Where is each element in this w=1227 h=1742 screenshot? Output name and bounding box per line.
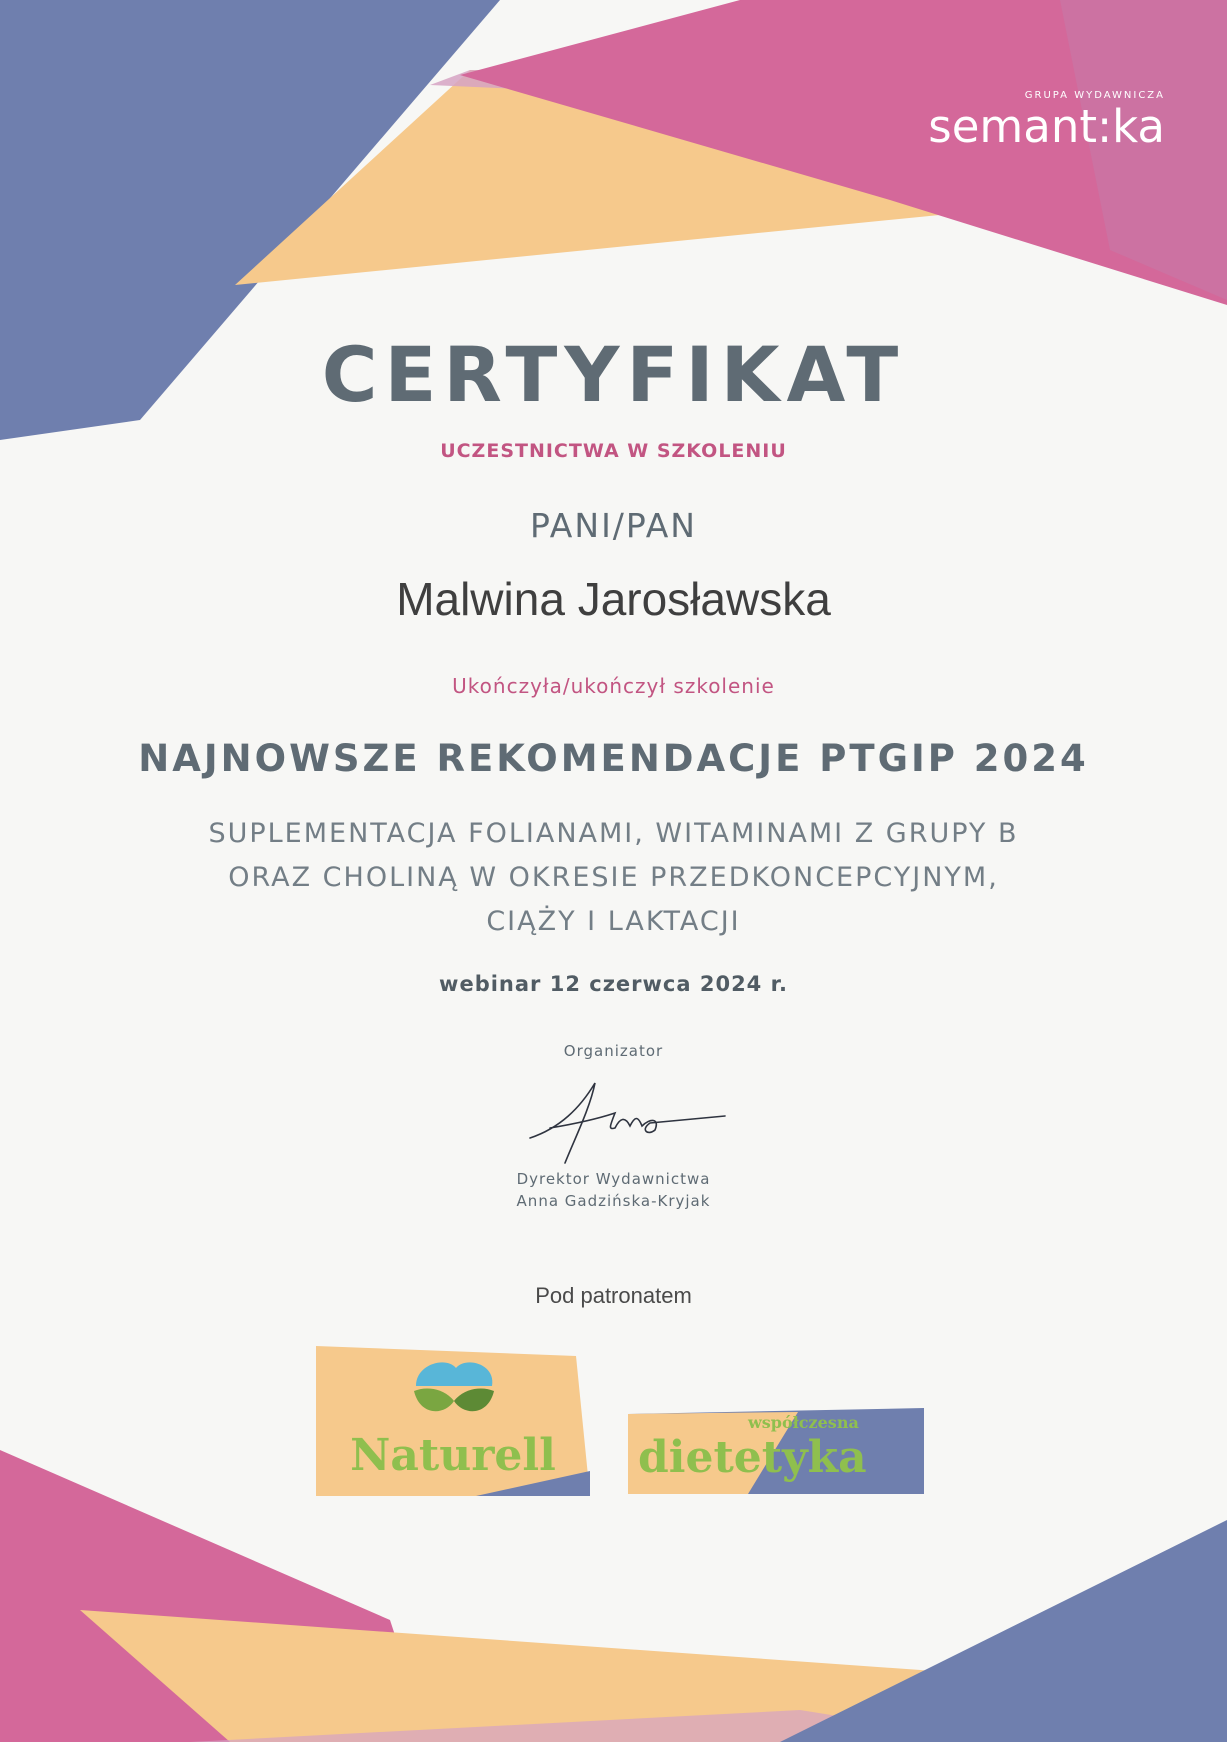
director-title: Dyrektor Wydawnictwa	[516, 1170, 711, 1188]
semantika-logo-group-label: GRUPA WYDAWNICZA	[1024, 90, 1165, 101]
course-description-line: ORAZ CHOLINĄ W OKRESIE PRZEDKONCEPCYJNYM,	[228, 862, 999, 893]
naturell-logo-text: Naturell	[350, 1430, 556, 1481]
director-block	[0, 1168, 1227, 1212]
salutation: PANI/PAN	[530, 506, 697, 545]
dietetyka-logo-big-text: dietetyka	[638, 1432, 867, 1483]
certificate-title: CERTYFIKAT	[321, 330, 906, 419]
course-title: NAJNOWSZE REKOMENDACJE PTGIP 2024	[138, 737, 1089, 780]
dietetyka-logo-small-text: współczesna	[748, 1413, 859, 1432]
patronage-label: Pod patronatem	[535, 1283, 692, 1308]
director-name: Anna Gadzińska-Kryjak	[516, 1192, 711, 1210]
semantika-logo	[928, 90, 1165, 151]
naturell-logo	[316, 1346, 590, 1496]
course-description	[0, 812, 1227, 944]
semantika-logo-name: semant:ka	[928, 100, 1165, 153]
certificate-subtitle: UCZESTNICTWA W SZKOLENIU	[440, 440, 787, 462]
signature-image	[520, 1068, 730, 1178]
course-description-line: SUPLEMENTACJA FOLIANAMI, WITAMINAMI Z GRUPY B	[208, 818, 1019, 849]
completed-text: Ukończyła/ukończył szkolenie	[452, 674, 775, 698]
recipient-name: Malwina Jarosławska	[396, 573, 831, 625]
course-description-line: CIĄŻY I LAKTACJI	[486, 906, 741, 937]
webinar-date: webinar 12 czerwca 2024 r.	[439, 972, 788, 996]
organizer-label: Organizator	[563, 1042, 664, 1060]
wspolczesna-dietetyka-logo	[628, 1408, 924, 1494]
